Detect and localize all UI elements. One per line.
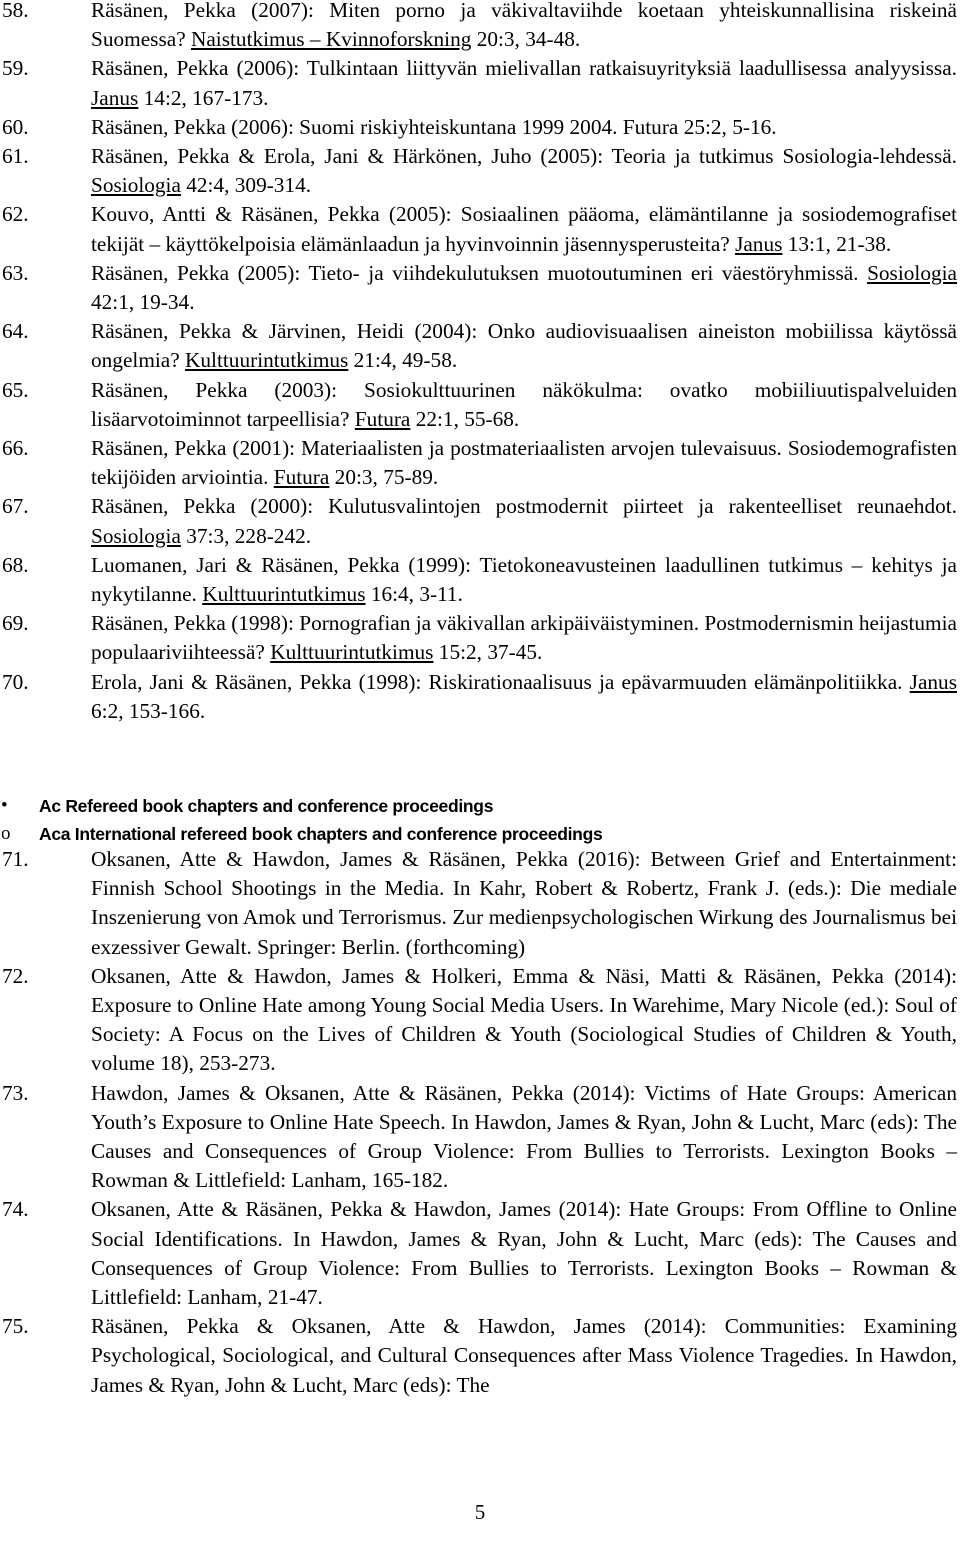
reference-entry	[0, 259, 960, 317]
citation-text: 6:2, 153-166.	[91, 698, 206, 723]
reference-list-international	[0, 845, 960, 1400]
citation-text: Erola, Jani & Räsänen, Pekka (1998): Riskirationaalisuus ja epävarmuuden elämänpolitiikka.	[91, 669, 910, 694]
entry-text	[91, 142, 957, 200]
citation-text: Oksanen, Atte & Räsänen, Pekka & Hawdon, James (2014): Hate Groups: From Offline to Online Social Identifications. In Hawdon, James & Ryan, John & Lucht, Marc (eds): The Causes and Consequences of Group Violence: From Bullies to Terrorists. Lexington Books – Rowman & Littlefield: Lanham, 21-47.	[91, 1197, 957, 1310]
citation-text: Oksanen, Atte & Hawdon, James & Räsänen, Pekka (2016): Between Grief and Entertainment: Finnish School Shootings in the Media. In Kahr, Robert & Robertz, Frank J. (eds.): Die mediale Inszenierung von Amok und Terrorismus. Zur medienpsychologischen Wirkung des Journalismus bei exzessiver Gewalt. Springer: Berlin. (forthcoming)	[91, 847, 957, 959]
citation-text: 20:3, 75-89.	[329, 465, 439, 490]
journal-name: Kulttuurintutkimus	[185, 348, 349, 373]
entry-number: 65.	[2, 377, 29, 402]
entry-text	[91, 551, 957, 609]
entry-text	[91, 668, 957, 726]
reference-entry	[0, 54, 960, 112]
entry-text	[91, 376, 957, 434]
heading-text: Aca International refereed book chapters and conference proceedings	[39, 823, 603, 844]
entry-text	[91, 113, 957, 142]
entry-number: 67.	[2, 494, 29, 519]
entry-text	[91, 845, 957, 962]
citation-text: Räsänen, Pekka (2005): Tieto- ja viihdekulutuksen muotoutuminen eri väestöryhmissä.	[91, 260, 868, 285]
reference-entry	[0, 317, 960, 375]
citation-text: 15:2, 37-45.	[433, 640, 543, 665]
entry-number: 74.	[2, 1197, 29, 1222]
journal-name: Sosiologia	[91, 173, 181, 198]
reference-entry	[0, 668, 960, 726]
journal-name: Janus	[91, 85, 139, 110]
citation-text: Räsänen, Pekka (2001): Materiaalisten ja postmateriaalisten arvojen tulevaisuus. Sosiodemografisten tekijöiden arviointia.	[91, 436, 957, 490]
reference-entry	[0, 113, 960, 142]
entry-number: 72.	[2, 963, 29, 988]
reference-entry	[0, 1079, 960, 1196]
journal-name: Kulttuurintutkimus	[202, 582, 366, 607]
entry-number: 62.	[2, 202, 29, 227]
section-headings	[0, 792, 960, 848]
entry-text	[91, 0, 957, 54]
entry-number: 73.	[2, 1080, 29, 1105]
heading-text: Ac Refereed book chapters and conference proceedings	[39, 795, 494, 816]
heading-refereed-chapters	[0, 792, 960, 820]
reference-entry	[0, 142, 960, 200]
entry-number: 70.	[2, 669, 29, 694]
citation-text: 16:4, 3-11.	[365, 582, 463, 607]
entry-text	[91, 317, 957, 375]
journal-name: Janus	[735, 231, 783, 256]
journal-name: Futura	[273, 465, 330, 490]
entry-number: 75.	[2, 1314, 29, 1339]
citation-text: Räsänen, Pekka (2006): Tulkintaan liittyvän mielivallan ratkaisuyrityksiä laadullisessa analyysissa.	[91, 56, 957, 81]
entry-number: 68.	[2, 552, 29, 577]
reference-entry	[0, 376, 960, 434]
reference-entry	[0, 200, 960, 258]
citation-text: 13:1, 21-38.	[782, 231, 892, 256]
journal-name: Sosiologia	[91, 523, 181, 548]
citation-text: Räsänen, Pekka (2006): Suomi riskiyhteiskuntana 1999 2004. Futura 25:2, 5-16.	[91, 114, 777, 139]
circle-bullet-icon: o	[1, 823, 11, 844]
reference-entry	[0, 609, 960, 667]
citation-text: 21:4, 49-58.	[348, 348, 458, 373]
entry-text	[91, 1079, 957, 1196]
citation-text: Räsänen, Pekka (2000): Kulutusvalintojen postmodernit piirteet ja rakenteelliset reunaehdot.	[91, 494, 957, 519]
bullet-icon: •	[1, 795, 8, 816]
journal-name: Kulttuurintutkimus	[270, 640, 434, 665]
citation-text: Räsänen, Pekka (1998): Pornografian ja väkivallan arkipäiväistyminen. Postmodernismin heijastumia populaariviihteessä?	[91, 611, 957, 665]
reference-list-domestic	[0, 0, 960, 726]
reference-entry	[0, 492, 960, 550]
citation-text: Räsänen, Pekka & Erola, Jani & Härkönen, Juho (2005): Teoria ja tutkimus Sosiologia-lehdessä.	[91, 144, 957, 169]
reference-entry	[0, 434, 960, 492]
reference-entry	[0, 0, 960, 54]
citation-text: Luomanen, Jari & Räsänen, Pekka (1999): Tietokoneavusteinen laadullinen tutkimus – kehitys ja nykytilanne.	[91, 552, 957, 607]
entry-number: 69.	[2, 611, 29, 636]
entry-number: 60.	[2, 114, 29, 139]
journal-name: Naistutkimus – Kvinnoforskning	[190, 27, 472, 52]
entry-text	[91, 492, 957, 550]
reference-entry	[0, 551, 960, 609]
entry-text	[91, 434, 957, 492]
citation-text: Räsänen, Pekka & Oksanen, Atte & Hawdon, James (2014): Communities: Examining Psychological, Sociological, and Cultural Consequences after Mass Violence Tragedies. In Hawdon, James & Ryan, John & Lucht, Marc (eds): The	[91, 1314, 957, 1397]
citation-text: 42:1, 19-34.	[91, 290, 195, 315]
entry-text	[91, 200, 957, 258]
entry-number: 71.	[2, 847, 29, 871]
citation-text: Hawdon, James & Oksanen, Atte & Räsänen, Pekka (2014): Victims of Hate Groups: American Youth’s Exposure to Online Hate Speech. In Hawdon, James & Ryan, John & Lucht, Marc (eds): The Causes and Consequences of Group Violence: From Bullies to Terrorists. Lexington Books – Rowman & Littlefield: Lanham, 165-182.	[91, 1080, 957, 1193]
page-number: 5	[474, 1500, 486, 1524]
reference-entry	[0, 1195, 960, 1312]
entry-number: 59.	[2, 56, 29, 81]
citation-text: Räsänen, Pekka (2003): Sosiokulttuurinen näkökulma: ovatko mobiiliuutispalveluiden lisäarvotoiminnot tarpeellisia?	[91, 377, 957, 431]
entry-number: 66.	[2, 436, 29, 461]
citation-text: 37:3, 228-242.	[180, 523, 312, 548]
reference-entry	[0, 962, 960, 1079]
entry-number: 61.	[2, 144, 29, 169]
citation-text: Räsänen, Pekka & Järvinen, Heidi (2004): Onko audiovisuaalisen aineiston mobiilissa käytössä ongelmia?	[91, 319, 957, 373]
entry-text	[91, 1195, 957, 1312]
entry-number: 64.	[2, 319, 29, 344]
journal-name: Janus	[909, 669, 957, 694]
citation-text: 22:1, 55-68.	[410, 406, 520, 431]
journal-name: Futura	[354, 406, 411, 431]
citation-text: 14:2, 167-173.	[138, 85, 269, 110]
reference-entry	[0, 845, 960, 962]
citation-text: 42:4, 309-314.	[180, 173, 312, 198]
entry-text	[91, 1312, 957, 1400]
entry-number: 58.	[2, 0, 29, 22]
citation-text: Räsänen, Pekka (2007): Miten porno ja väkivaltaviihde koetaan yhteiskunnallisina riskeinä Suomessa?	[91, 0, 957, 52]
heading-international-chapters	[0, 820, 960, 848]
entry-number: 63.	[2, 260, 29, 285]
citation-text: Oksanen, Atte & Hawdon, James & Holkeri, Emma & Näsi, Matti & Räsänen, Pekka (2014): Exposure to Online Hate among Young Social Media Users. In Warehime, Mary Nicole (ed.): Soul of Society: A Focus on the Lives of Children & Youth (Sociological Studies of Children & Youth, volume 18), 253-273.	[91, 963, 957, 1076]
entry-text	[91, 609, 957, 667]
entry-text	[91, 962, 957, 1079]
citation-text: Kouvo, Antti & Räsänen, Pekka (2005): Sosiaalinen pääoma, elämäntilanne ja sosiodemografiset tekijät – käyttökelpoisia elämänlaadun ja hyvinvoinnin jäsennysperusteita?	[91, 202, 957, 256]
entry-text	[91, 54, 957, 112]
reference-entry	[0, 1312, 960, 1400]
journal-name: Sosiologia	[867, 260, 957, 285]
entry-text	[91, 259, 957, 317]
citation-text: 20:3, 34-48.	[471, 27, 581, 52]
